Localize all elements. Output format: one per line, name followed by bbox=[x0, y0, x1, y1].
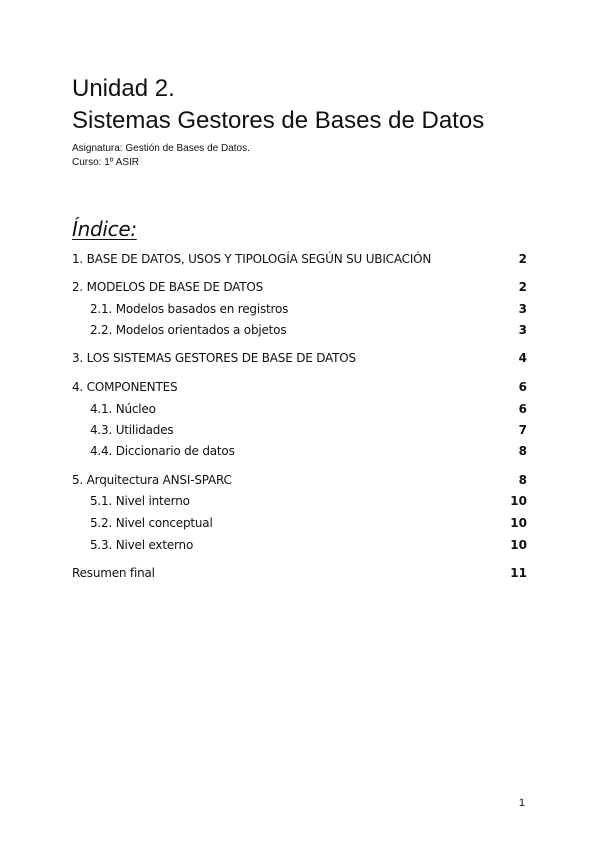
subject-line: Asignatura: Gestión de Bases de Datos. bbox=[72, 143, 250, 154]
toc-entry-label: 2. MODELOS DE BASE DE DATOS bbox=[72, 280, 264, 294]
toc-entry-label: 1. BASE DE DATOS, USOS Y TIPOLOGÍA SEGÚN SU UBICACIÓN bbox=[72, 252, 432, 266]
course-line: Curso: 1º ASIR bbox=[72, 157, 140, 168]
toc-entry-page: 8 bbox=[518, 473, 527, 487]
toc-entry-page: 11 bbox=[510, 566, 527, 580]
toc-entry-label: 4.3. Utilidades bbox=[90, 423, 174, 437]
toc-entry[interactable] bbox=[0, 400, 600, 418]
toc-entry[interactable] bbox=[0, 471, 600, 489]
toc-entry-label: Resumen final bbox=[72, 566, 155, 580]
toc-entry-page: 2 bbox=[518, 280, 527, 294]
toc-entry[interactable] bbox=[0, 349, 600, 367]
toc-entry[interactable] bbox=[0, 278, 600, 296]
toc-entry[interactable] bbox=[0, 514, 600, 532]
toc-entry-page: 10 bbox=[510, 516, 527, 530]
toc-entry-page: 6 bbox=[518, 402, 527, 416]
page-number: 1 bbox=[518, 797, 525, 809]
toc-entry[interactable] bbox=[0, 564, 600, 582]
document-title-unit: Unidad 2. bbox=[72, 75, 175, 102]
toc-entry[interactable] bbox=[0, 492, 600, 510]
toc-entry[interactable] bbox=[0, 442, 600, 460]
toc-entry-page: 6 bbox=[518, 380, 527, 394]
toc-entry-label: 2.1. Modelos basados en registros bbox=[90, 302, 289, 316]
document-title-subject: Sistemas Gestores de Bases de Datos bbox=[72, 107, 485, 134]
toc-entry-label: 5. Arquitectura ANSI-SPARC bbox=[72, 473, 232, 487]
toc-entry-page: 2 bbox=[518, 252, 527, 266]
toc-entry-page: 3 bbox=[518, 323, 527, 337]
toc-entry[interactable] bbox=[0, 300, 600, 318]
toc-entry[interactable] bbox=[0, 536, 600, 554]
toc-entry-page: 10 bbox=[510, 538, 527, 552]
toc-entry-label: 4. COMPONENTES bbox=[72, 380, 178, 394]
toc-entry-page: 8 bbox=[518, 444, 527, 458]
toc-entry-label: 5.1. Nivel interno bbox=[90, 494, 190, 508]
toc-entry-label: 5.3. Nivel externo bbox=[90, 538, 194, 552]
toc-entry-page: 4 bbox=[518, 351, 527, 365]
toc-entry-page: 3 bbox=[518, 302, 527, 316]
toc-entry-label: 3. LOS SISTEMAS GESTORES DE BASE DE DATOS bbox=[72, 351, 356, 365]
toc-entry-label: 4.1. Núcleo bbox=[90, 402, 156, 416]
toc-entry-page: 7 bbox=[518, 423, 527, 437]
toc-entry-page: 10 bbox=[510, 494, 527, 508]
toc-entry[interactable] bbox=[0, 321, 600, 339]
toc-entry-label: 4.4. Diccionario de datos bbox=[90, 444, 235, 458]
toc-heading: Índice: bbox=[72, 217, 137, 241]
toc-entry[interactable] bbox=[0, 421, 600, 439]
toc-entry[interactable] bbox=[0, 250, 600, 268]
toc-entry-label: 5.2. Nivel conceptual bbox=[90, 516, 213, 530]
toc-entry[interactable] bbox=[0, 378, 600, 396]
toc-entry-label: 2.2. Modelos orientados a objetos bbox=[90, 323, 287, 337]
